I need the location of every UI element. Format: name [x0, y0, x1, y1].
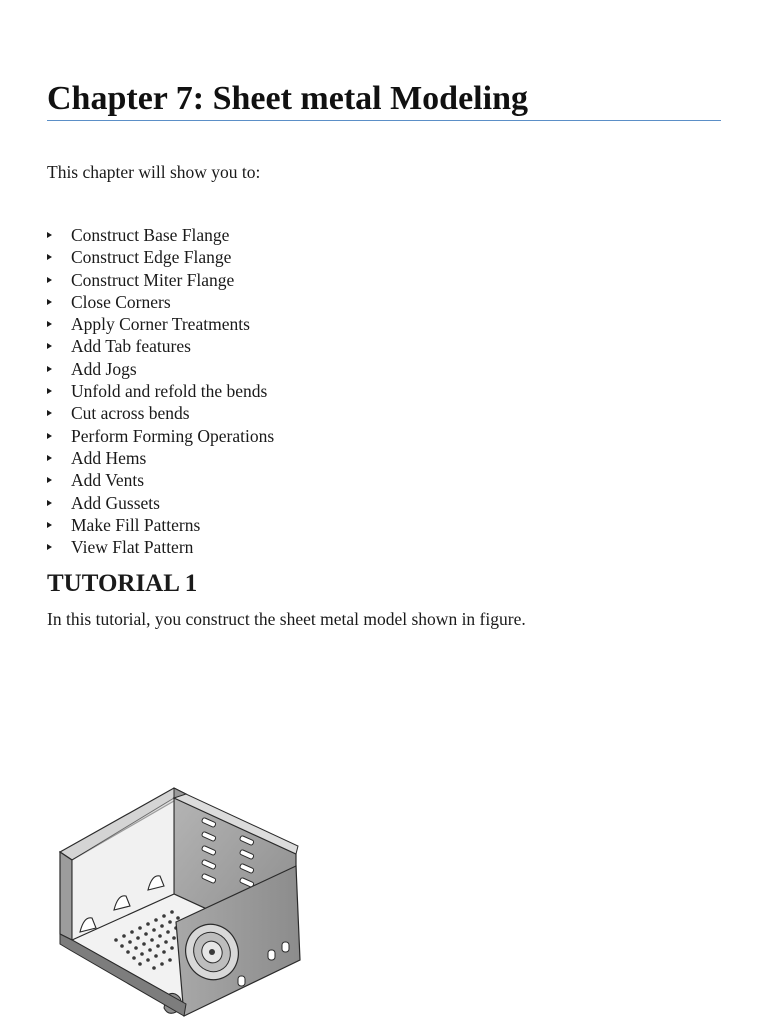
tutorial-description: In this tutorial, you construct the sheet metal model shown in figure.: [47, 609, 526, 629]
bullet-arrow-icon: [47, 544, 52, 550]
list-item: [47, 536, 274, 558]
left-side-wall: [60, 852, 72, 940]
list-item: [47, 447, 274, 469]
list-item: [47, 380, 274, 402]
list-item-label: Construct Edge Flange: [71, 247, 232, 268]
bullet-arrow-icon: [47, 321, 52, 327]
bullet-arrow-icon: [47, 299, 52, 305]
list-item-label: Construct Miter Flange: [71, 269, 235, 290]
title-rule: [47, 120, 721, 121]
bullet-arrow-icon: [47, 232, 52, 238]
list-item-label: Add Hems: [71, 447, 147, 468]
bullet-arrow-icon: [47, 388, 52, 394]
list-item: [47, 269, 274, 291]
list-item-label: Perform Forming Operations: [71, 425, 275, 446]
list-item-label: Apply Corner Treatments: [71, 314, 250, 335]
tutorial-heading: TUTORIAL 1: [47, 570, 198, 597]
bullet-arrow-icon: [47, 366, 52, 372]
bullet-arrow-icon: [47, 343, 52, 349]
list-item-label: Construct Base Flange: [71, 225, 230, 245]
bullet-arrow-icon: [47, 410, 52, 416]
list-item-label: Add Vents: [71, 470, 145, 491]
list-item-label: Close Corners: [71, 291, 171, 312]
list-item: [47, 469, 274, 491]
list-item: [47, 291, 274, 313]
list-item-label: Add Jogs: [71, 358, 137, 379]
chapter-title: Chapter 7: Sheet metal Modeling: [47, 80, 528, 117]
bullet-arrow-icon: [47, 455, 52, 461]
bullet-arrow-icon: [47, 277, 52, 283]
list-item: [47, 514, 274, 536]
objectives-list: [47, 224, 274, 558]
list-item: [47, 313, 274, 335]
list-item-label: Cut across bends: [71, 403, 190, 424]
bullet-arrow-icon: [47, 477, 52, 483]
intro-text: This chapter will show you to:: [47, 162, 261, 182]
list-item-label: Unfold and refold the bends: [71, 381, 268, 402]
bullet-arrow-icon: [47, 522, 52, 528]
list-item: [47, 246, 274, 268]
list-item: [47, 402, 274, 424]
list-item-label: Make Fill Patterns: [71, 514, 201, 535]
list-item: [47, 335, 274, 357]
list-item-label: Add Tab features: [71, 336, 191, 357]
bullet-arrow-icon: [47, 500, 52, 506]
sheet-metal-enclosure-illustration: [46, 782, 304, 1024]
list-item-label: Add Gussets: [71, 492, 160, 513]
list-item: [47, 224, 274, 246]
list-item: [47, 425, 274, 447]
list-item-label: View Flat Pattern: [71, 537, 194, 558]
list-item: [47, 492, 274, 514]
list-item: [47, 358, 274, 380]
bullet-arrow-icon: [47, 433, 52, 439]
bullet-arrow-icon: [47, 254, 52, 260]
